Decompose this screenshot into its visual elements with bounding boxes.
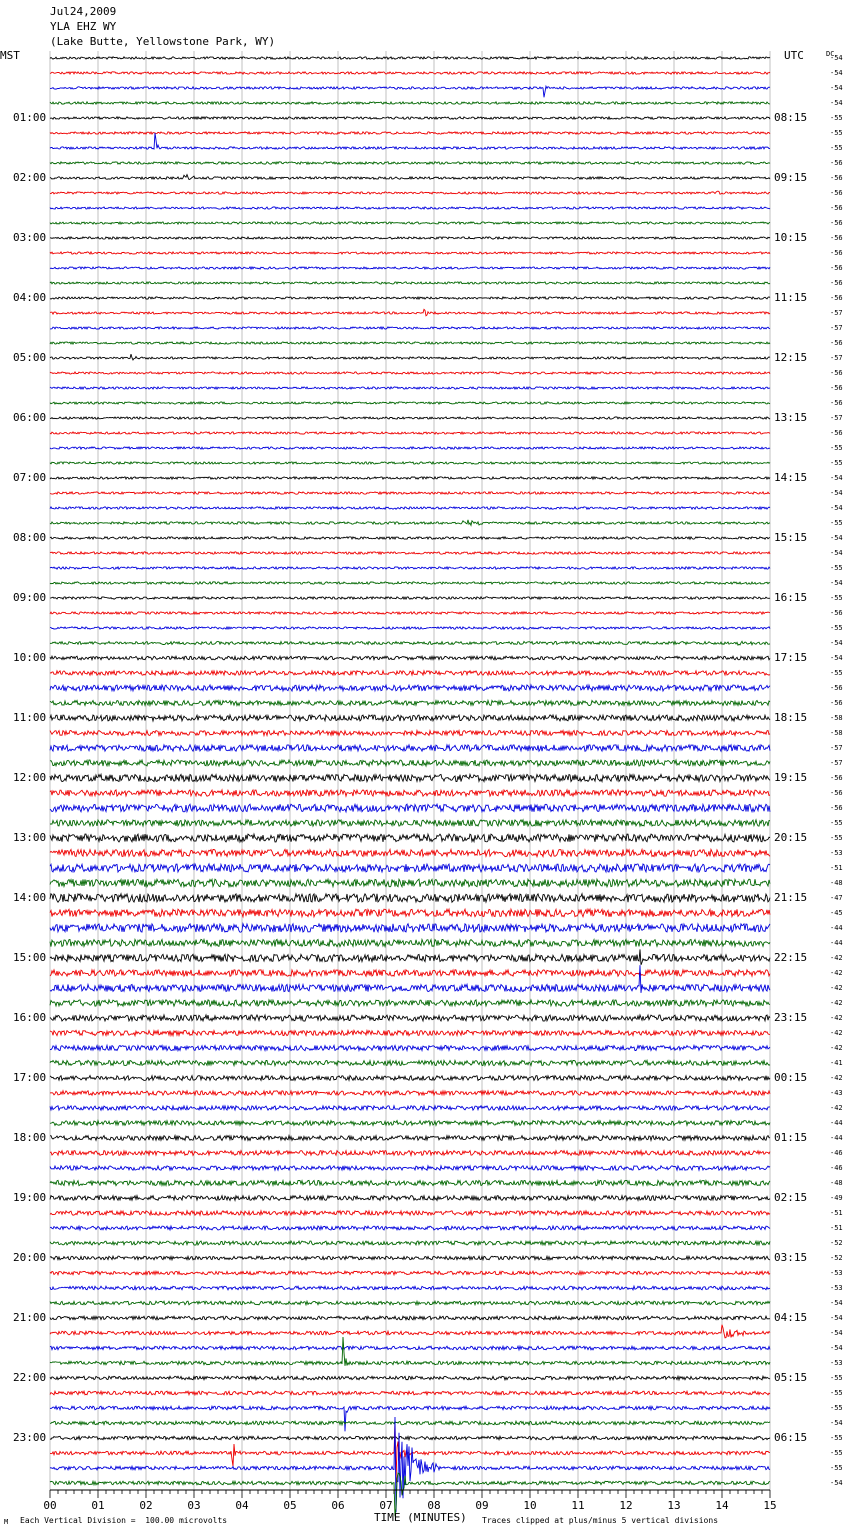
utc-hour-label: 13:15	[774, 411, 808, 424]
trace-row-41	[50, 671, 770, 675]
trace-row-48	[50, 774, 770, 781]
utc-hour-label: 04:15	[774, 1311, 808, 1324]
utc-hour-label: 03:15	[774, 1251, 808, 1264]
trace-row-51	[50, 820, 770, 826]
utc-hour-label: 17:15	[774, 651, 808, 664]
dc-offset-value: -42	[830, 1014, 843, 1022]
dc-offset-value: -56	[830, 384, 843, 392]
trace-row-31	[50, 520, 770, 526]
dc-offset-value: -44	[830, 939, 843, 947]
x-tick-label-15: 15	[763, 1499, 777, 1512]
trace-row-46	[50, 745, 770, 751]
mst-hour-label: 14:00	[13, 891, 47, 904]
mst-hour-label: 11:00	[13, 711, 47, 724]
dc-offset-value: -42	[830, 1074, 843, 1082]
mst-hour-label: 10:00	[13, 651, 47, 664]
trace-row-34	[50, 567, 770, 569]
dc-offset-value: -54	[830, 1329, 843, 1337]
dc-offset-value: -56	[830, 789, 843, 797]
mst-hour-label: 04:00	[13, 291, 47, 304]
trace-row-83	[50, 1301, 770, 1305]
dc-offset-value: -53	[830, 1284, 843, 1292]
dc-offset-value: -56	[830, 429, 843, 437]
dc-offset-value: -47	[830, 894, 843, 902]
trace-row-45	[50, 731, 770, 736]
x-tick-label-02: 02	[139, 1499, 153, 1512]
dc-offset-value: -53	[830, 1359, 843, 1367]
trace-row-88	[50, 1376, 770, 1380]
dc-offset-value: -54	[830, 474, 843, 482]
dc-offset-value: -57	[830, 759, 843, 767]
mst-hour-label: 01:00	[13, 111, 47, 124]
trace-row-68	[50, 1076, 770, 1081]
trace-row-80	[50, 1256, 770, 1260]
trace-row-54	[50, 864, 770, 872]
trace-row-5	[50, 132, 770, 134]
dc-offset-value: -56	[830, 189, 843, 197]
dc-offset-value: -58	[830, 729, 843, 737]
trace-row-63	[50, 1000, 770, 1006]
dc-offset-value: -54	[830, 84, 843, 92]
trace-row-26	[50, 447, 770, 449]
dc-offset-value: -56	[830, 204, 843, 212]
x-axis-title: TIME (MINUTES)	[374, 1511, 467, 1524]
dc-offset-value: -56	[830, 264, 843, 272]
trace-row-1	[50, 72, 770, 74]
dc-offset-value: -57	[830, 744, 843, 752]
trace-row-3	[50, 102, 770, 104]
chart-station: YLA EHZ WY	[50, 20, 117, 33]
trace-row-85	[50, 1325, 770, 1338]
dc-offset-value: -54	[830, 1479, 843, 1487]
seismogram-traces	[50, 57, 770, 1517]
x-tick-label-08: 08	[427, 1499, 441, 1512]
utc-hour-label: 15:15	[774, 531, 808, 544]
dc-offset-value: -56	[830, 234, 843, 242]
utc-hour-label: 20:15	[774, 831, 808, 844]
dc-offset-value: -46	[830, 1164, 843, 1172]
trace-row-2	[50, 86, 770, 97]
mst-hour-label: 18:00	[13, 1131, 47, 1144]
dc-offset-value: -54	[830, 549, 843, 557]
trace-row-37	[50, 612, 770, 614]
dc-offset-value: -46	[830, 1149, 843, 1157]
dc-offset-value: -55	[830, 459, 843, 467]
dc-offset-value: -55	[830, 624, 843, 632]
trace-row-36	[50, 597, 770, 599]
trace-row-86	[50, 1346, 770, 1350]
x-tick-label-06: 06	[331, 1499, 345, 1512]
dc-offset-value: -42	[830, 1044, 843, 1052]
dc-offset-value: -54	[830, 579, 843, 587]
mst-hour-label: 21:00	[13, 1311, 47, 1324]
trace-row-24	[50, 417, 770, 419]
dc-offset-value: -42	[830, 1029, 843, 1037]
trace-row-22	[50, 387, 770, 389]
trace-row-71	[50, 1121, 770, 1126]
dc-offset-value: -56	[830, 174, 843, 182]
dc-offset-value: -43	[830, 1089, 843, 1097]
trace-row-14	[50, 267, 770, 269]
trace-row-58	[50, 924, 770, 932]
dc-offset-value: -57	[830, 324, 843, 332]
left-timezone-label: MST	[0, 49, 20, 62]
dc-offset-value: -41	[830, 1059, 843, 1067]
dc-offset-value: -55	[830, 519, 843, 527]
trace-row-76	[50, 1196, 770, 1201]
dc-offset-value: -54	[830, 1299, 843, 1307]
dc-offset-value: -42	[830, 1104, 843, 1112]
dc-offset-value: -55	[830, 1449, 843, 1457]
trace-row-29	[50, 492, 770, 494]
trace-row-27	[50, 462, 770, 464]
x-tick-label-05: 05	[283, 1499, 297, 1512]
dc-offset-value: -54	[830, 54, 843, 62]
utc-hour-label: 12:15	[774, 351, 808, 364]
trace-row-64	[50, 1015, 770, 1021]
dc-offset-value: -55	[830, 1464, 843, 1472]
trace-row-70	[50, 1106, 770, 1110]
trace-row-62	[50, 965, 770, 993]
trace-row-11	[50, 222, 770, 224]
trace-row-0	[50, 57, 770, 59]
x-tick-label-10: 10	[523, 1499, 537, 1512]
trace-row-43	[50, 701, 770, 706]
dc-offset-value: -55	[830, 564, 843, 572]
mst-hour-label: 05:00	[13, 351, 47, 364]
trace-row-53	[50, 849, 770, 856]
clip-note: Traces clipped at plus/minus 5 vertical divisions	[482, 1516, 719, 1525]
trace-row-79	[50, 1241, 770, 1245]
dc-offset-value: -48	[830, 1179, 843, 1187]
dc-offset-value: -55	[830, 594, 843, 602]
chart-location: (Lake Butte, Yellowstone Park, WY)	[50, 35, 276, 48]
dc-offset-value: -56	[830, 219, 843, 227]
mst-hour-label: 08:00	[13, 531, 47, 544]
trace-row-81	[50, 1271, 770, 1275]
dc-offset-value: -42	[830, 954, 843, 962]
dc-offset-value: -56	[830, 774, 843, 782]
utc-hour-label: 09:15	[774, 171, 808, 184]
dc-offset-value: -56	[830, 159, 843, 167]
utc-hour-label: 10:15	[774, 231, 808, 244]
dc-offset-value: -54	[830, 1419, 843, 1427]
footer-mark: M	[4, 1518, 9, 1526]
trace-row-56	[50, 894, 770, 902]
dc-offset-value: -51	[830, 1224, 843, 1232]
trace-row-69	[50, 1091, 770, 1095]
mst-hour-label: 23:00	[13, 1431, 47, 1444]
trace-row-21	[50, 372, 770, 374]
dc-offset-value: -53	[830, 1269, 843, 1277]
dc-offset-value: -56	[830, 279, 843, 287]
mst-hour-label: 17:00	[13, 1071, 47, 1084]
chart-date: Jul24,2009	[50, 5, 117, 18]
dc-offset-value: -56	[830, 369, 843, 377]
trace-row-38	[50, 627, 770, 629]
utc-hour-label: 00:15	[774, 1071, 808, 1084]
dc-offset-value: -56	[830, 399, 843, 407]
dc-offset-value: -44	[830, 924, 843, 932]
trace-row-8	[50, 175, 770, 180]
trace-row-18	[50, 327, 770, 329]
trace-row-35	[50, 582, 770, 584]
dc-offset-value: -57	[830, 354, 843, 362]
trace-row-28	[50, 477, 770, 479]
dc-offset-value: -54	[830, 1344, 843, 1352]
dc-offset-value: -56	[830, 684, 843, 692]
mst-hour-label: 22:00	[13, 1371, 47, 1384]
utc-hour-label: 08:15	[774, 111, 808, 124]
utc-hour-label: 22:15	[774, 951, 808, 964]
mst-hour-label: 16:00	[13, 1011, 47, 1024]
trace-row-47	[50, 760, 770, 766]
utc-hour-label: 16:15	[774, 591, 808, 604]
trace-row-90	[50, 1406, 770, 1431]
trace-row-9	[50, 191, 770, 194]
x-tick-label-14: 14	[715, 1499, 729, 1512]
trace-row-50	[50, 804, 770, 812]
dc-offset-value: -55	[830, 114, 843, 122]
dc-offset-value: -48	[830, 879, 843, 887]
dc-offset-value: -53	[830, 849, 843, 857]
mst-hour-label: 19:00	[13, 1191, 47, 1204]
trace-row-57	[50, 909, 770, 917]
x-tick-label-09: 09	[475, 1499, 489, 1512]
dc-offset-value: -57	[830, 414, 843, 422]
dc-offset-value: -42	[830, 969, 843, 977]
trace-row-32	[50, 537, 770, 539]
trace-row-84	[50, 1316, 770, 1320]
trace-row-60	[50, 949, 770, 964]
right-timezone-label: UTC	[784, 49, 804, 62]
dc-offset-value: -54	[830, 639, 843, 647]
dc-offset-header: DC	[826, 50, 835, 58]
mst-hour-label: 06:00	[13, 411, 47, 424]
dc-offset-value: -56	[830, 804, 843, 812]
dc-offset-value: -55	[830, 669, 843, 677]
dc-offset-value: -42	[830, 999, 843, 1007]
dc-offset-value: -51	[830, 864, 843, 872]
dc-offset-value: -44	[830, 1119, 843, 1127]
dc-offset-value: -44	[830, 1134, 843, 1142]
trace-row-52	[50, 834, 770, 842]
dc-offset-value: -58	[830, 714, 843, 722]
trace-row-82	[50, 1286, 770, 1290]
trace-row-78	[50, 1226, 770, 1230]
time-axis	[43, 1490, 776, 1512]
trace-row-91	[50, 1421, 770, 1425]
trace-row-30	[50, 507, 770, 509]
trace-row-73	[50, 1151, 770, 1156]
dc-offset-value: -55	[830, 129, 843, 137]
vertical-division-note: Each Vertical Division = 100.00 microvolts	[20, 1516, 228, 1525]
mst-hour-label: 15:00	[13, 951, 47, 964]
trace-row-74	[50, 1166, 770, 1170]
x-tick-label-04: 04	[235, 1499, 249, 1512]
dc-offset-value: -55	[830, 819, 843, 827]
dc-offset-value: -55	[830, 1389, 843, 1397]
mst-hour-label: 12:00	[13, 771, 47, 784]
utc-hour-label: 14:15	[774, 471, 808, 484]
dc-offset-value: -54	[830, 534, 843, 542]
utc-hour-label: 23:15	[774, 1011, 808, 1024]
dc-offset-value: -54	[830, 69, 843, 77]
mst-hour-label: 13:00	[13, 831, 47, 844]
x-tick-label-12: 12	[619, 1499, 633, 1512]
mst-hour-label: 07:00	[13, 471, 47, 484]
dc-offset-value: -52	[830, 1254, 843, 1262]
dc-offset-value: -55	[830, 1434, 843, 1442]
trace-row-13	[50, 252, 770, 254]
x-tick-label-00: 00	[43, 1499, 57, 1512]
utc-hour-label: 21:15	[774, 891, 808, 904]
dc-offset-value: -55	[830, 144, 843, 152]
trace-row-87	[50, 1337, 770, 1366]
trace-row-75	[50, 1180, 770, 1185]
dc-offset-value: -54	[830, 489, 843, 497]
dc-offset-value: -45	[830, 909, 843, 917]
trace-row-4	[50, 117, 770, 119]
trace-row-92	[50, 1436, 770, 1440]
x-tick-label-11: 11	[571, 1499, 585, 1512]
trace-row-19	[50, 342, 770, 344]
mst-hour-label: 02:00	[13, 171, 47, 184]
trace-row-42	[50, 685, 770, 691]
x-tick-label-13: 13	[667, 1499, 681, 1512]
dc-offset-value: -56	[830, 699, 843, 707]
mst-hour-label: 03:00	[13, 231, 47, 244]
x-tick-label-07: 07	[379, 1499, 393, 1512]
utc-hour-label: 18:15	[774, 711, 808, 724]
mst-hour-label: 09:00	[13, 591, 47, 604]
utc-hour-label: 11:15	[774, 291, 808, 304]
trace-row-72	[50, 1136, 770, 1141]
trace-row-15	[50, 282, 770, 284]
trace-row-59	[50, 939, 770, 946]
dc-offset-value: -52	[830, 1239, 843, 1247]
dc-offset-value: -57	[830, 309, 843, 317]
dc-offset-value: -55	[830, 834, 843, 842]
dc-offset-value: -55	[830, 1404, 843, 1412]
trace-row-6	[50, 133, 770, 149]
dc-offset-value: -54	[830, 504, 843, 512]
trace-row-67	[50, 1060, 770, 1065]
trace-row-25	[50, 432, 770, 434]
trace-row-20	[50, 354, 770, 360]
trace-row-16	[50, 297, 770, 299]
x-tick-label-03: 03	[187, 1499, 201, 1512]
dc-offset-value: -54	[830, 99, 843, 107]
dc-offset-value: -55	[830, 444, 843, 452]
trace-row-17	[50, 309, 770, 315]
dc-offset-value: -55	[830, 1374, 843, 1382]
utc-hour-label: 02:15	[774, 1191, 808, 1204]
trace-row-40	[50, 656, 770, 660]
utc-hour-label: 06:15	[774, 1431, 808, 1444]
trace-row-12	[50, 237, 770, 239]
trace-row-49	[50, 790, 770, 796]
dc-offset-value: -49	[830, 1194, 843, 1202]
dc-offset-value: -56	[830, 339, 843, 347]
trace-row-89	[50, 1391, 770, 1395]
dc-offset-value: -54	[830, 654, 843, 662]
trace-row-33	[50, 552, 770, 554]
utc-hour-label: 01:15	[774, 1131, 808, 1144]
dc-offset-value: -56	[830, 294, 843, 302]
trace-row-7	[50, 162, 770, 164]
trace-row-65	[50, 1030, 770, 1035]
trace-row-66	[50, 1045, 770, 1050]
trace-row-55	[50, 879, 770, 887]
trace-row-94	[50, 1417, 770, 1512]
trace-row-10	[50, 207, 770, 209]
trace-row-44	[50, 715, 770, 721]
trace-row-61	[50, 970, 770, 976]
dc-offset-value: -42	[830, 984, 843, 992]
trace-row-77	[50, 1211, 770, 1215]
dc-offset-value: -54	[830, 1314, 843, 1322]
dc-offset-value: -56	[830, 609, 843, 617]
dc-offset-value: -51	[830, 1209, 843, 1217]
dc-offset-value: -56	[830, 249, 843, 257]
utc-hour-label: 05:15	[774, 1371, 808, 1384]
utc-hour-label: 19:15	[774, 771, 808, 784]
trace-row-23	[50, 402, 770, 404]
mst-hour-label: 20:00	[13, 1251, 47, 1264]
x-tick-label-01: 01	[91, 1499, 105, 1512]
trace-row-39	[50, 641, 770, 645]
